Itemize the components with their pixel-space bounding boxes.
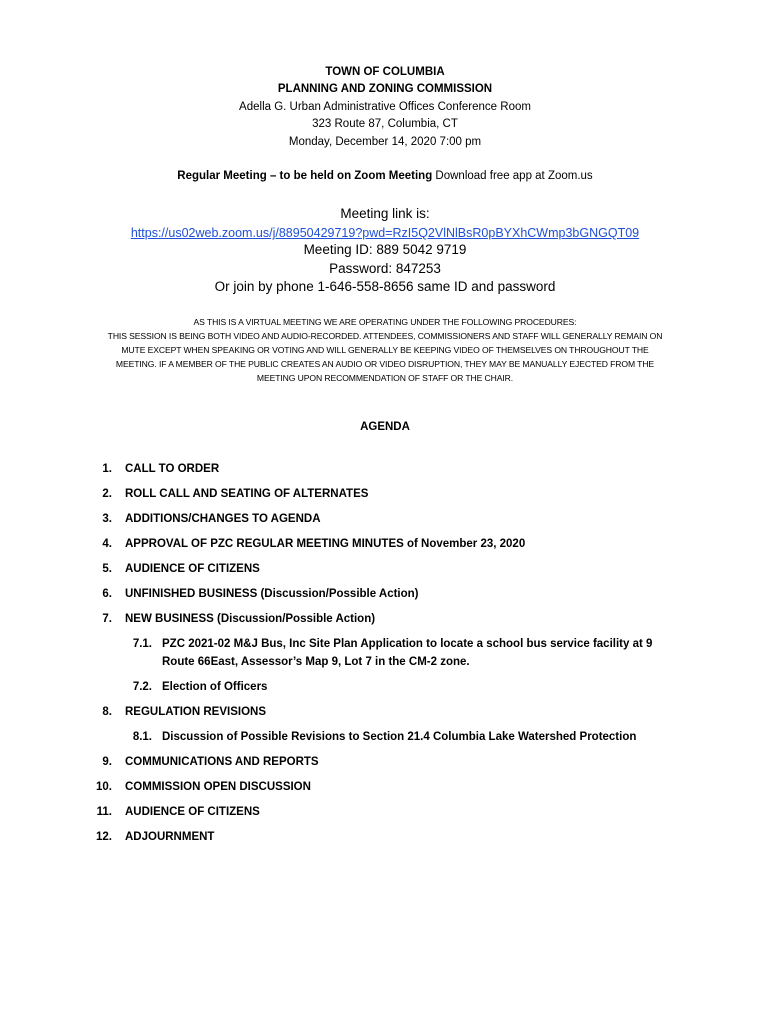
meeting-id: Meeting ID: 889 5042 9719: [303, 242, 467, 257]
agenda-item-number: 3.: [102, 513, 112, 525]
agenda-item-text: COMMUNICATIONS AND REPORTS: [125, 756, 319, 768]
meeting-password: Password: 847253: [329, 261, 441, 276]
commission-name: PLANNING AND ZONING COMMISSION: [277, 83, 493, 95]
meeting-date: Monday, December 14, 2020 7:00 pm: [288, 136, 482, 148]
agenda-item-number: 8.: [102, 706, 112, 718]
zoom-download-note: Download free app at Zoom.us: [432, 170, 593, 182]
agenda-item-text: APPROVAL OF PZC REGULAR MEETING MINUTES of November 23, 2020: [125, 538, 526, 550]
agenda-item-number: 2.: [102, 488, 112, 500]
meeting-link[interactable]: https://us02web.zoom.us/j/88950429719?pwd=RzI5Q2VlNlBsR0pBYXhCWmp3bGNGQT09: [130, 226, 640, 240]
agenda-item-number: 5.: [102, 563, 112, 575]
agenda-item-text: REGULATION REVISIONS: [125, 706, 266, 718]
procedures-line: MEETING UPON RECOMMENDATION OF STAFF OR THE CHAIR.: [256, 373, 514, 383]
agenda-item-number: 6.: [102, 588, 112, 600]
agenda-item-text: AUDIENCE OF CITIZENS: [125, 563, 260, 575]
agenda-item-number: 4.: [102, 538, 112, 550]
agenda-item-text: AUDIENCE OF CITIZENS: [125, 806, 260, 818]
address: 323 Route 87, Columbia, CT: [312, 118, 458, 130]
agenda-item-text: ADDITIONS/CHANGES TO AGENDA: [125, 513, 321, 525]
agenda-title: AGENDA: [360, 421, 410, 433]
agenda-subitem-number: 7.1.: [132, 638, 152, 650]
agenda-subitem-number: 7.2.: [132, 681, 152, 693]
meeting-type-line: [0, 170, 770, 182]
agenda-item-text: ADJOURNMENT: [125, 831, 215, 843]
agenda-item-text: NEW BUSINESS (Discussion/Possible Action): [125, 613, 376, 625]
phone-join: Or join by phone 1-646-558-8656 same ID and password: [214, 279, 556, 294]
procedures-line: THIS SESSION IS BEING BOTH VIDEO AND AUDIO-RECORDED. ATTENDEES, COMMISSIONERS AND STAFF WILL GENERALLY REMAIN ON: [107, 331, 663, 341]
agenda-item-number: 12.: [96, 831, 112, 843]
meeting-link-row: [0, 224, 770, 242]
agenda-item-number: 1.: [102, 463, 112, 475]
agenda-subitem-text: Election of Officers: [162, 681, 268, 693]
meeting-type: Regular Meeting – to be held on Zoom Meeting: [177, 170, 433, 182]
procedures-line: AS THIS IS A VIRTUAL MEETING WE ARE OPERATING UNDER THE FOLLOWING PROCEDURES:: [193, 317, 577, 327]
agenda-subitem-text: Discussion of Possible Revisions to Section 21.4 Columbia Lake Watershed Protection: [162, 731, 637, 743]
town-name: TOWN OF COLUMBIA: [325, 66, 445, 78]
venue: Adella G. Urban Administrative Offices Conference Room: [239, 101, 531, 113]
agenda-item-number: 7.: [102, 613, 112, 625]
agenda-subitem-number: 8.1.: [132, 731, 152, 743]
agenda-item-number: 11.: [96, 806, 112, 818]
meeting-link-label: Meeting link is:: [340, 206, 430, 221]
agenda-subitem-text: PZC 2021-02 M&J Bus, Inc Site Plan Application to locate a school bus service facility at 9: [162, 638, 653, 650]
agenda-subitem-text-continued: Route 66East, Assessor’s Map 9, Lot 7 in the CM-2 zone.: [162, 656, 470, 668]
agenda-item-text: ROLL CALL AND SEATING OF ALTERNATES: [125, 488, 369, 500]
procedures-line: MUTE EXCEPT WHEN SPEAKING OR VOTING AND WILL GENERALLY BE KEEPING VIDEO OF THEMSELVES ON THROUGHOUT THE: [121, 345, 649, 355]
agenda-item-text: COMMISSION OPEN DISCUSSION: [125, 781, 311, 793]
agenda-item-number: 10.: [96, 781, 112, 793]
agenda-item-text: CALL TO ORDER: [125, 463, 220, 475]
procedures-line: MEETING. IF A MEMBER OF THE PUBLIC CREATES AN AUDIO OR VIDEO DISRUPTION, THEY MAY BE MANUALLY EJECTED FROM THE: [115, 359, 655, 369]
agenda-item-number: 9.: [102, 756, 112, 768]
agenda-item-text: UNFINISHED BUSINESS (Discussion/Possible Action): [125, 588, 419, 600]
